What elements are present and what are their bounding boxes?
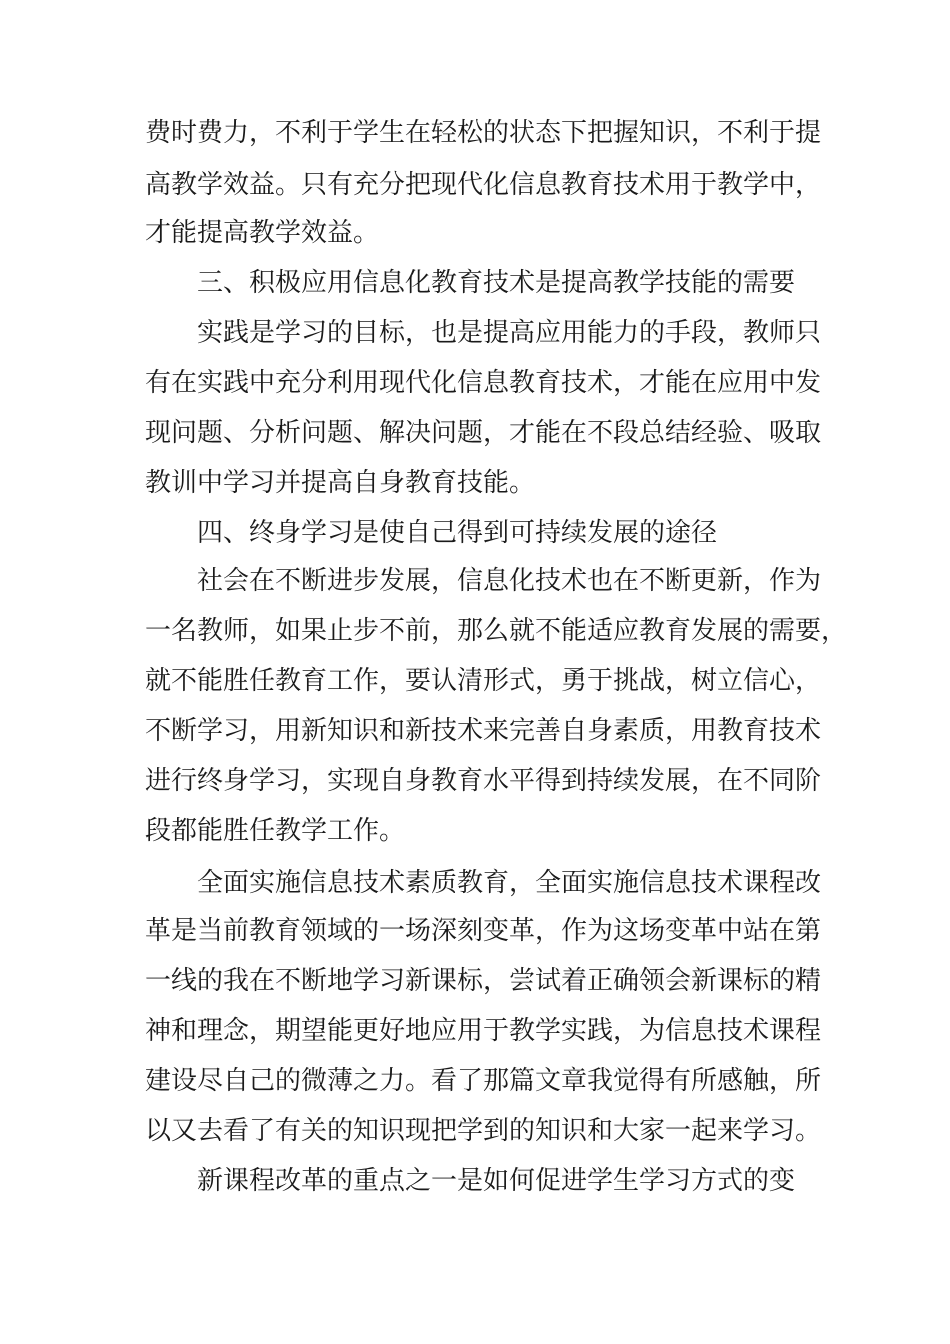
text-line [0,107,950,159]
text-line [0,755,950,807]
heading-text: 三、积极应用信息化教育技术是提高教学技能的需要 [197,268,796,298]
line-text: 有在实践中充分利用现代化信息教育技术，才能在应用中发 [145,368,822,398]
text-line [0,457,950,509]
text-line [0,805,950,857]
text-line [0,655,950,707]
text-line [0,955,950,1007]
line-text: 神和理念，期望能更好地应用于教学实践，为信息技术课程 [145,1016,822,1046]
line-text: 现问题、分析问题、解决问题，才能在不段总结经验、吸取 [145,418,822,448]
text-line [0,207,950,259]
line-text: 进行终身学习，实现自身教育水平得到持续发展，在不同阶 [145,766,822,796]
line-text: 教训中学习并提高自身教育技能。 [145,468,536,498]
line-text: 一线的我在不断地学习新课标，尝试着正确领会新课标的精 [145,966,822,996]
heading-text: 四、终身学习是使自己得到可持续发展的途径 [197,518,718,548]
line-text: 建设尽自己的微薄之力。看了那篇文章我觉得有所感触，所 [145,1066,822,1096]
text-line [0,1155,950,1207]
text-line [0,1055,950,1107]
section-heading [0,507,950,559]
text-line [0,605,950,657]
text-line [0,357,950,409]
text-line [0,1105,950,1157]
line-text: 高教学效益。只有充分把现代化信息教育技术用于教学中， [145,170,822,200]
line-text: 全面实施信息技术素质教育，全面实施信息技术课程改 [197,868,822,898]
line-text: 就不能胜任教育工作，要认清形式，勇于挑战，树立信心， [145,666,822,696]
text-line [0,1005,950,1057]
line-text: 段都能胜任教学工作。 [145,816,406,846]
line-text: 不断学习，用新知识和新技术来完善自身素质，用教育技术 [145,716,822,746]
text-line [0,857,950,909]
line-text: 革是当前教育领域的一场深刻变革，作为这场变革中站在第 [145,916,822,946]
line-text: 社会在不断进步发展，信息化技术也在不断更新，作为 [197,566,822,596]
text-line [0,307,950,359]
section-heading [0,257,950,309]
line-text: 新课程改革的重点之一是如何促进学生学习方式的变 [197,1166,796,1196]
line-text: 实践是学习的目标，也是提高应用能力的手段，教师只 [197,318,822,348]
text-line [0,407,950,459]
line-text: 才能提高教学效益。 [145,218,380,248]
line-text: 一名教师，如果止步不前，那么就不能适应教育发展的需要， [145,616,848,646]
text-line [0,705,950,757]
text-line [0,159,950,211]
line-text: 费时费力，不利于学生在轻松的状态下把握知识，不利于提 [145,118,822,148]
line-text: 以又去看了有关的知识现把学到的知识和大家一起来学习。 [145,1116,822,1146]
text-line [0,555,950,607]
text-line [0,905,950,957]
